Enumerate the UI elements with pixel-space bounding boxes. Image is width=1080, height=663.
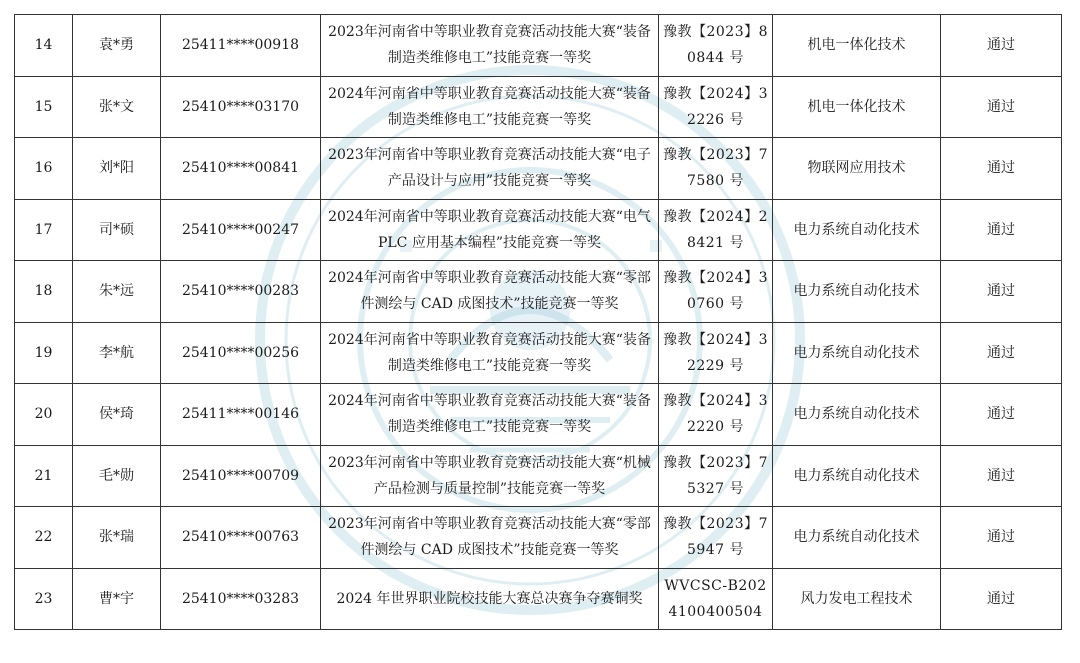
award-document-number: 豫教【2024】28421 号 bbox=[659, 199, 773, 261]
student-name: 侯*琦 bbox=[73, 384, 161, 446]
table-row bbox=[15, 76, 1062, 138]
award-roster-table bbox=[14, 14, 1062, 630]
enrolled-major: 电力系统自动化技术 bbox=[773, 261, 941, 323]
row-number: 18 bbox=[15, 261, 73, 323]
row-number: 16 bbox=[15, 138, 73, 200]
student-id: 25410****00256 bbox=[161, 322, 321, 384]
award-document-number: 豫教【2023】80844 号 bbox=[659, 15, 773, 77]
award-description: 2024 年世界职业院校技能大赛总决赛争夺赛铜奖 bbox=[321, 568, 659, 630]
row-number: 15 bbox=[15, 76, 73, 138]
review-result: 通过 bbox=[941, 199, 1062, 261]
award-description: 2024年河南省中等职业教育竞赛活动技能大赛“装备制造类维修电工”技能竞赛一等奖 bbox=[321, 76, 659, 138]
enrolled-major: 电力系统自动化技术 bbox=[773, 507, 941, 569]
award-description: 2023年河南省中等职业教育竞赛活动技能大赛“零部件测绘与 CAD 成图技术”技能竞赛一等奖 bbox=[321, 507, 659, 569]
award-description: 2023年河南省中等职业教育竞赛活动技能大赛“机械产品检测与质量控制”技能竞赛一等奖 bbox=[321, 445, 659, 507]
student-name: 曹*宇 bbox=[73, 568, 161, 630]
roster-body bbox=[15, 15, 1062, 630]
review-result: 通过 bbox=[941, 568, 1062, 630]
student-name: 刘*阳 bbox=[73, 138, 161, 200]
award-document-number: 豫教【2023】77580 号 bbox=[659, 138, 773, 200]
row-number: 17 bbox=[15, 199, 73, 261]
enrolled-major: 机电一体化技术 bbox=[773, 15, 941, 77]
row-number: 20 bbox=[15, 384, 73, 446]
enrolled-major: 电力系统自动化技术 bbox=[773, 322, 941, 384]
student-name: 张*瑞 bbox=[73, 507, 161, 569]
award-document-number: 豫教【2024】32226 号 bbox=[659, 76, 773, 138]
enrolled-major: 电力系统自动化技术 bbox=[773, 199, 941, 261]
award-description: 2024年河南省中等职业教育竞赛活动技能大赛“零部件测绘与 CAD 成图技术”技能竞赛一等奖 bbox=[321, 261, 659, 323]
award-document-number: 豫教【2023】75947 号 bbox=[659, 507, 773, 569]
student-id: 25411****00146 bbox=[161, 384, 321, 446]
student-name: 朱*远 bbox=[73, 261, 161, 323]
table-row bbox=[15, 15, 1062, 77]
review-result: 通过 bbox=[941, 384, 1062, 446]
table-row bbox=[15, 568, 1062, 630]
review-result: 通过 bbox=[941, 76, 1062, 138]
review-result: 通过 bbox=[941, 445, 1062, 507]
award-description: 2023年河南省中等职业教育竞赛活动技能大赛“装备制造类维修电工”技能竞赛一等奖 bbox=[321, 15, 659, 77]
student-id: 25410****03170 bbox=[161, 76, 321, 138]
table-row bbox=[15, 384, 1062, 446]
enrolled-major: 电力系统自动化技术 bbox=[773, 445, 941, 507]
row-number: 14 bbox=[15, 15, 73, 77]
review-result: 通过 bbox=[941, 261, 1062, 323]
student-id: 25410****00247 bbox=[161, 199, 321, 261]
award-document-number: 豫教【2024】32229 号 bbox=[659, 322, 773, 384]
student-id: 25410****03283 bbox=[161, 568, 321, 630]
award-document-number: 豫教【2024】32220 号 bbox=[659, 384, 773, 446]
table-row bbox=[15, 322, 1062, 384]
row-number: 19 bbox=[15, 322, 73, 384]
student-id: 25410****00841 bbox=[161, 138, 321, 200]
review-result: 通过 bbox=[941, 15, 1062, 77]
student-id: 25410****00709 bbox=[161, 445, 321, 507]
award-document-number: 豫教【2024】30760 号 bbox=[659, 261, 773, 323]
table-row bbox=[15, 507, 1062, 569]
table-row bbox=[15, 445, 1062, 507]
student-id: 25411****00918 bbox=[161, 15, 321, 77]
student-name: 袁*勇 bbox=[73, 15, 161, 77]
enrolled-major: 物联网应用技术 bbox=[773, 138, 941, 200]
review-result: 通过 bbox=[941, 138, 1062, 200]
award-description: 2024年河南省中等职业教育竞赛活动技能大赛“装备制造类维修电工”技能竞赛一等奖 bbox=[321, 322, 659, 384]
review-result: 通过 bbox=[941, 322, 1062, 384]
student-id: 25410****00763 bbox=[161, 507, 321, 569]
award-document-number: 豫教【2023】75327 号 bbox=[659, 445, 773, 507]
enrolled-major: 电力系统自动化技术 bbox=[773, 384, 941, 446]
student-id: 25410****00283 bbox=[161, 261, 321, 323]
student-name: 司*硕 bbox=[73, 199, 161, 261]
row-number: 22 bbox=[15, 507, 73, 569]
row-number: 23 bbox=[15, 568, 73, 630]
table-row bbox=[15, 138, 1062, 200]
row-number: 21 bbox=[15, 445, 73, 507]
table-row bbox=[15, 199, 1062, 261]
student-name: 李*航 bbox=[73, 322, 161, 384]
enrolled-major: 机电一体化技术 bbox=[773, 76, 941, 138]
award-description: 2024年河南省中等职业教育竞赛活动技能大赛“装备制造类维修电工”技能竞赛一等奖 bbox=[321, 384, 659, 446]
student-name: 毛*勋 bbox=[73, 445, 161, 507]
review-result: 通过 bbox=[941, 507, 1062, 569]
table-row bbox=[15, 261, 1062, 323]
enrolled-major: 风力发电工程技术 bbox=[773, 568, 941, 630]
award-document-number: WVCSC-B2024100400504 bbox=[659, 568, 773, 630]
award-description: 2024年河南省中等职业教育竞赛活动技能大赛“电气 PLC 应用基本编程”技能竞赛一等奖 bbox=[321, 199, 659, 261]
student-name: 张*文 bbox=[73, 76, 161, 138]
award-description: 2023年河南省中等职业教育竞赛活动技能大赛“电子产品设计与应用”技能竞赛一等奖 bbox=[321, 138, 659, 200]
